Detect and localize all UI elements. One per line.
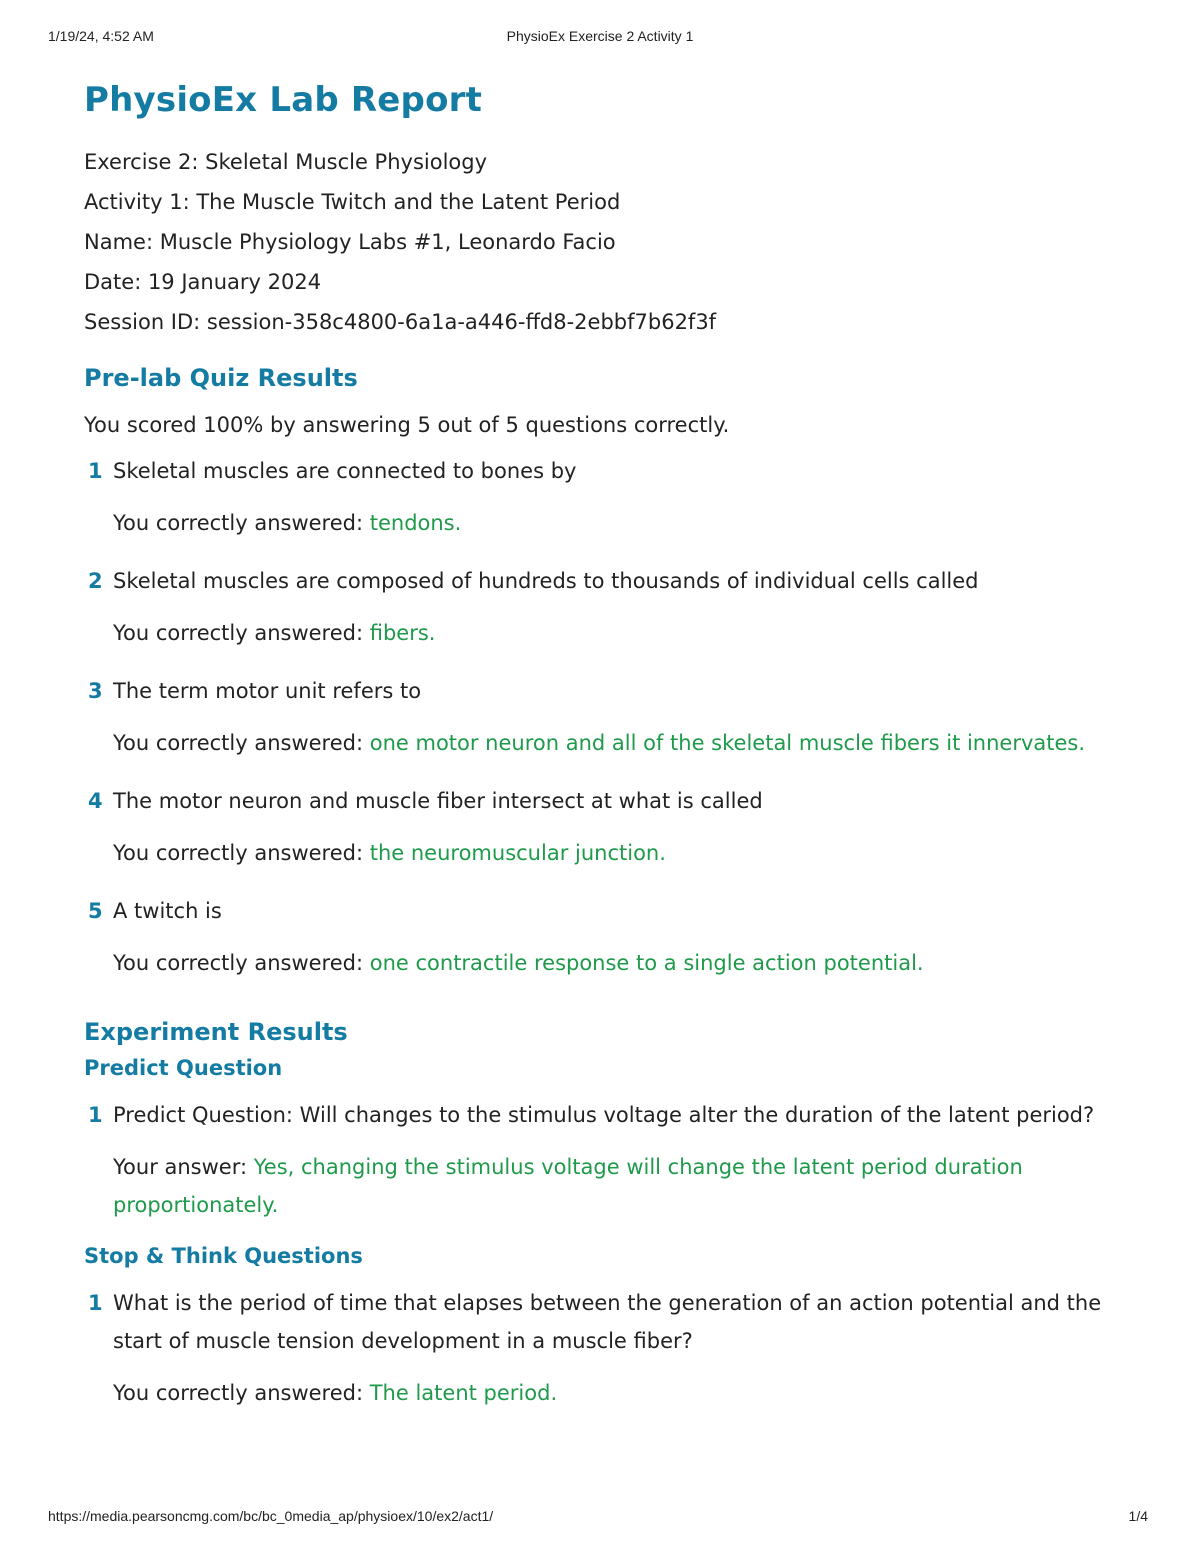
prelab-question: [84, 892, 1144, 982]
print-page-title: PhysioEx Exercise 2 Activity 1: [506, 28, 694, 44]
question-number: 1: [88, 1103, 103, 1127]
question-answer: [113, 834, 1144, 872]
question-number: 4: [88, 789, 103, 813]
answer-prefix: Your answer:: [113, 1155, 254, 1179]
prelab-question: [84, 562, 1144, 652]
session-id-line: Session ID: session-358c4800-6a1a-a446-ffd8-2ebbf7b62f3f: [84, 310, 717, 334]
answer-value: Yes, changing the stimulus voltage will change the latent period duration proportionately.: [113, 1155, 1023, 1217]
answer-prefix: You correctly answered:: [113, 951, 370, 975]
answer-value: The latent period.: [369, 1381, 558, 1405]
answer-value: one contractile response to a single action potential.: [369, 951, 924, 975]
prelab-question: [84, 452, 1144, 542]
question-number: 2: [88, 569, 103, 593]
question-answer: [113, 504, 1144, 542]
prelab-question: [84, 782, 1144, 872]
question-answer: [113, 1374, 1144, 1412]
question-number: 1: [88, 459, 103, 483]
answer-prefix: You correctly answered:: [113, 841, 370, 865]
date-line: Date: 19 January 2024: [84, 270, 322, 294]
stop-think-question: [84, 1284, 1144, 1412]
prelab-question-list: [84, 452, 1144, 982]
answer-value: fibers.: [369, 621, 436, 645]
answer-value: tendons.: [369, 511, 462, 535]
answer-value: the neuromuscular junction.: [369, 841, 666, 865]
question-text: The motor neuron and muscle fiber intersect at what is called: [113, 789, 763, 813]
answer-prefix: You correctly answered:: [113, 1381, 370, 1405]
activity-line: Activity 1: The Muscle Twitch and the Latent Period: [84, 190, 621, 214]
print-header: [0, 28, 1200, 48]
question-text: What is the period of time that elapses between the generation of an action potential and the start of muscle tension development in a muscle fiber?: [113, 1291, 1102, 1353]
exercise-line: Exercise 2: Skeletal Muscle Physiology: [84, 150, 488, 174]
question-answer: [113, 944, 1144, 982]
predict-question-heading: Predict Question: [84, 1056, 283, 1080]
question-answer: [113, 614, 1144, 652]
question-text: Skeletal muscles are connected to bones by: [113, 459, 577, 483]
question-text: A twitch is: [113, 899, 222, 923]
predict-question: [84, 1096, 1144, 1224]
question-answer: [113, 1148, 1144, 1224]
answer-prefix: You correctly answered:: [113, 511, 370, 535]
question-text: Skeletal muscles are composed of hundreds to thousands of individual cells called: [113, 569, 979, 593]
stop-think-heading: Stop & Think Questions: [84, 1244, 363, 1268]
print-footer: [0, 1508, 1200, 1528]
experiment-results-heading: Experiment Results: [84, 1018, 348, 1046]
page-number: 1/4: [1128, 1508, 1148, 1524]
print-datetime: 1/19/24, 4:52 AM: [48, 28, 154, 44]
question-text: Predict Question: Will changes to the stimulus voltage alter the duration of the latent period?: [113, 1103, 1095, 1127]
answer-prefix: You correctly answered:: [113, 621, 370, 645]
name-line: Name: Muscle Physiology Labs #1, Leonardo Facio: [84, 230, 616, 254]
question-number: 5: [88, 899, 103, 923]
question-answer: [113, 724, 1144, 762]
prelab-heading: Pre-lab Quiz Results: [84, 364, 358, 392]
report-title: PhysioEx Lab Report: [84, 80, 483, 120]
lab-report: [84, 80, 1144, 1432]
question-text: The term motor unit refers to: [113, 679, 422, 703]
print-url[interactable]: https://media.pearsoncmg.com/bc/bc_0media_ap/physioex/10/ex2/act1/: [48, 1508, 494, 1524]
quiz-score: You scored 100% by answering 5 out of 5 questions correctly.: [84, 413, 730, 437]
question-number: 1: [88, 1291, 103, 1315]
question-number: 3: [88, 679, 103, 703]
answer-prefix: You correctly answered:: [113, 731, 370, 755]
answer-value: one motor neuron and all of the skeletal muscle fibers it innervates.: [369, 731, 1086, 755]
prelab-question: [84, 672, 1144, 762]
